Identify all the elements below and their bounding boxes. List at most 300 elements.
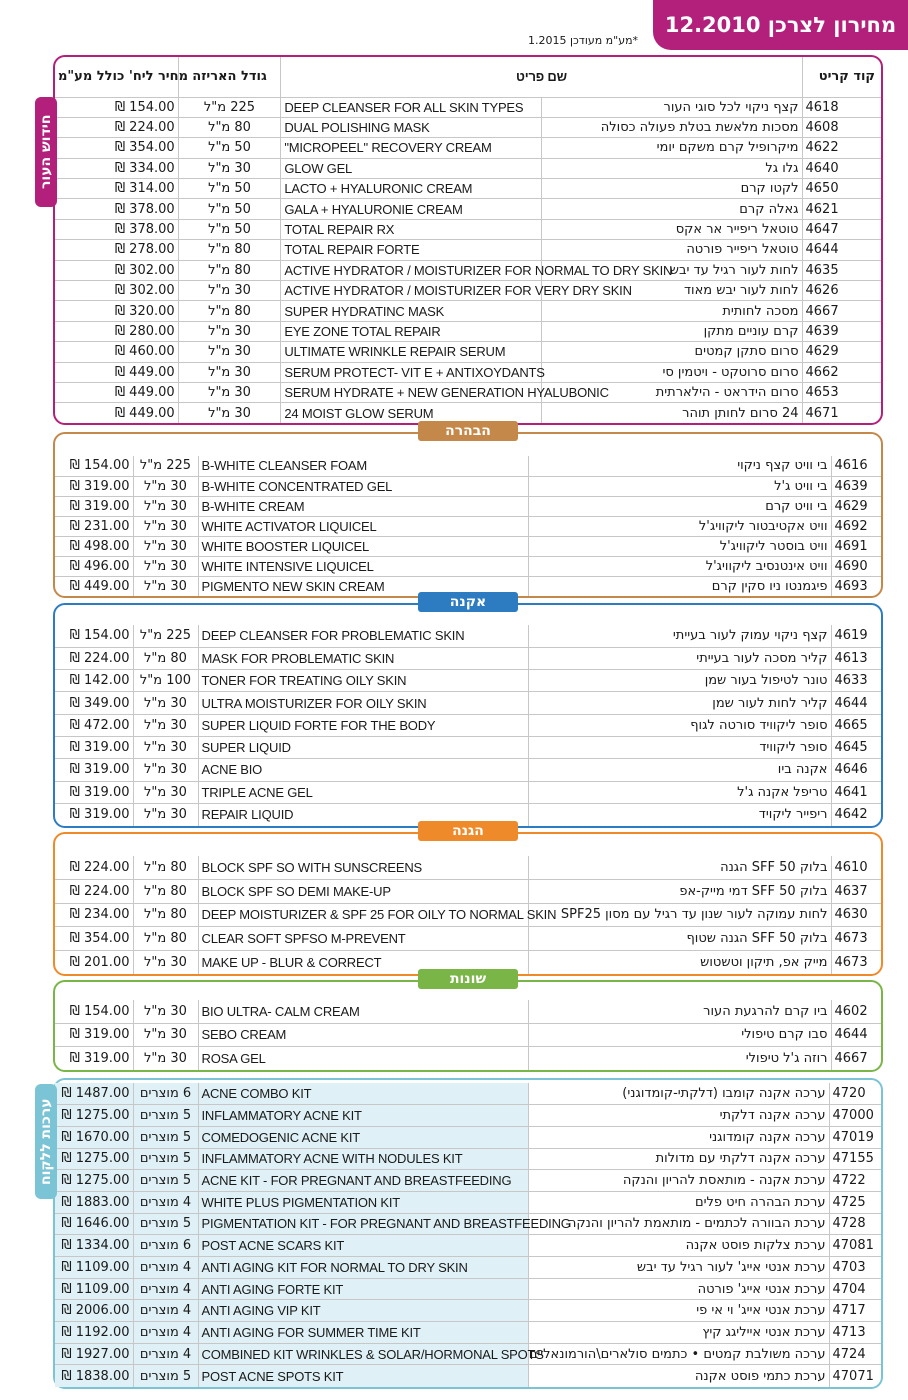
table-row	[55, 476, 881, 496]
cell-code: 4728	[829, 1213, 881, 1235]
cell-code: 4635	[802, 260, 881, 280]
cell-code: 47000	[829, 1105, 881, 1127]
cell-hebrew-name: סבו קרם טיפולי	[528, 1023, 831, 1046]
cell-hebrew-name: לחות לעור רגיל עד יבש	[541, 260, 802, 280]
table-row	[55, 1213, 881, 1235]
cell-price: ₪ 154.00	[55, 97, 178, 117]
cell-size: 30 מ"ל	[178, 281, 281, 301]
cell-english-name: POST ACNE SPOTS KIT	[198, 1365, 528, 1387]
table-row	[55, 362, 881, 382]
col-header-size: גודל האריזה	[178, 57, 281, 97]
cell-code: 4667	[802, 301, 881, 321]
cell-english-name: COMEDOGENIC ACNE KIT	[198, 1126, 528, 1148]
table-row	[55, 903, 881, 927]
cell-size: 30 מ"ל	[133, 576, 198, 596]
cell-code: 4626	[802, 281, 881, 301]
cell-code: 4720	[829, 1083, 881, 1105]
price-list-title: מחירון לצרכן 12.2010	[653, 0, 908, 50]
cell-hebrew-name: לחות עמוקה לעור שנון עד רגיל עם מסון SPF25	[528, 903, 831, 927]
cell-english-name: DEEP MOISTURIZER & SPF 25 FOR OILY TO NORMAL SKIN	[198, 903, 528, 927]
cell-price: ₪ 1275.00	[55, 1170, 133, 1192]
cell-hebrew-name: סופר ליקוויד סורטה לגוף	[528, 714, 831, 736]
cell-price: ₪ 449.00	[114, 405, 175, 421]
cell-english-name: ULTRA MOISTURIZER FOR OILY SKIN	[198, 692, 528, 714]
table-row	[55, 1300, 881, 1322]
cell-code: 4629	[831, 496, 881, 516]
cell-size: 4 מוצרים	[133, 1278, 198, 1300]
table-body	[55, 97, 881, 423]
cell-price: ₪ 449.00	[55, 382, 178, 402]
cell-code: 4650	[802, 179, 881, 199]
table-row	[55, 736, 881, 758]
cell-hebrew-name: בי וויט ג'ל	[528, 476, 831, 496]
cell-price: ₪ 280.00	[55, 321, 178, 341]
cell-price: ₪ 460.00	[55, 342, 178, 362]
section-acne	[53, 594, 883, 828]
cell-code: 4692	[831, 516, 881, 536]
table-row	[55, 117, 881, 137]
cell-price: ₪ 378.00	[55, 219, 178, 239]
cell-english-name: B-WHITE CLEANSER FOAM	[198, 456, 528, 476]
table-row	[55, 1148, 881, 1170]
cell-size: 4 מוצרים	[133, 1257, 198, 1279]
cell-price: ₪ 1109.00	[55, 1278, 133, 1300]
cell-english-name: LACTO + HYALURONIC CREAM	[281, 179, 542, 199]
cell-hebrew-name: בלוק SFF 50 הגנה שטוף	[528, 927, 831, 951]
cell-price: ₪ 278.00	[55, 240, 178, 260]
table-row	[55, 342, 881, 362]
cell-hebrew-name: טוטאל ריפייר פורטה	[541, 240, 802, 260]
cell-price: ₪ 319.00	[55, 496, 133, 516]
price-table	[55, 1083, 881, 1387]
cell-english-name: COMBINED KIT WRINKLES & SOLAR/HORMONAL SPOTS	[198, 1343, 528, 1365]
table-row	[55, 158, 881, 178]
cell-price: ₪ 319.00	[69, 1050, 130, 1066]
table-row	[55, 260, 881, 280]
cell-size: 5 מוצרים	[133, 1213, 198, 1235]
cell-code: 4641	[831, 781, 881, 803]
cell-price: ₪ 224.00	[55, 880, 133, 904]
table-row	[55, 647, 881, 669]
cell-size: 5 מוצרים	[133, 1148, 198, 1170]
cell-price: ₪ 354.00	[55, 927, 133, 951]
cell-english-name: BIO ULTRA- CALM CREAM	[198, 1000, 528, 1023]
cell-size: 5 מוצרים	[133, 1365, 198, 1387]
cell-hebrew-name: פיגמנטו ניו סקין קרם	[528, 576, 831, 596]
cell-hebrew-name: ערכת הבוורה לכתמים - מותאמת להריון והנקה	[528, 1213, 829, 1235]
cell-english-name: SUPER LIQUID FORTE FOR THE BODY	[198, 714, 528, 736]
table-row	[55, 1365, 881, 1387]
cell-code: 4662	[802, 362, 881, 382]
cell-code: 4647	[802, 219, 881, 239]
cell-size: 30 מ"ל	[133, 1023, 198, 1046]
cell-english-name: WHITE ACTIVATOR LIQUICEL	[198, 516, 528, 536]
table-row	[55, 97, 881, 117]
table-row	[55, 1170, 881, 1192]
cell-hebrew-name: ערכת אנטי אייג' לעור רגיל עד יבש	[528, 1257, 829, 1279]
table-row	[55, 301, 881, 321]
table-row	[55, 1105, 881, 1127]
table-row	[55, 536, 881, 556]
cell-english-name: TOTAL REPAIR RX	[281, 219, 542, 239]
cell-price: ₪ 1487.00	[55, 1083, 133, 1105]
cell-english-name: ULTIMATE WRINKLE REPAIR SERUM	[281, 342, 542, 362]
cell-size: 30 מ"ל	[178, 403, 281, 423]
table-row	[55, 781, 881, 803]
table-row	[55, 1023, 881, 1046]
section-whitening	[53, 423, 883, 598]
cell-english-name: WHITE PLUS PIGMENTATION KIT	[198, 1191, 528, 1213]
cell-code: 4673	[831, 950, 881, 974]
cell-hebrew-name: אקנה ביו	[528, 759, 831, 781]
cell-code: 4725	[829, 1191, 881, 1213]
cell-code: 4691	[831, 536, 881, 556]
cell-english-name: MAKE UP - BLUR & CORRECT	[201, 954, 382, 970]
col-header-price: מחיר ליח' כולל מע"מ	[55, 57, 178, 97]
price-table	[55, 456, 881, 596]
table-row	[55, 1343, 881, 1365]
table-row	[55, 496, 881, 516]
cell-hebrew-name: טונר לטיפול בעור שמן	[528, 670, 831, 692]
cell-size: 30 מ"ל	[133, 950, 198, 974]
cell-size: 50 מ"ל	[178, 219, 281, 239]
cell-hebrew-name: מיקרופיל קרם משקם יומי	[541, 138, 802, 158]
table-row	[55, 281, 881, 301]
cell-code: 4646	[831, 759, 881, 781]
cell-hebrew-name: סופר ליקוויד	[528, 736, 831, 758]
cell-hebrew-name: ערכה אקנה דלקתי עם מדולות	[528, 1148, 829, 1170]
cell-english-name: WHITE BOOSTER LIQUICEL	[198, 536, 528, 556]
cell-price: ₪ 231.00	[55, 516, 133, 536]
cell-size: 4 מוצרים	[133, 1300, 198, 1322]
cell-english-name: PIGMENTO NEW SKIN CREAM	[201, 578, 385, 594]
vat-update-note: *מע"מ מעודכן 1.2015	[528, 34, 639, 47]
table-row	[55, 321, 881, 341]
cell-hebrew-name: וויט בוסטר ליקוויג'ל	[528, 536, 831, 556]
cell-size: 30 מ"ל	[178, 342, 281, 362]
cell-code: 47155	[829, 1148, 881, 1170]
col-header-name: שם פריט	[281, 57, 802, 97]
cell-code: 4608	[802, 117, 881, 137]
cell-price: ₪ 320.00	[55, 301, 178, 321]
cell-hebrew-name: קרם עוניים מתקן	[541, 321, 802, 341]
cell-price: ₪ 1275.00	[55, 1148, 133, 1170]
section-label: אקנה	[418, 592, 518, 612]
cell-size: 30 מ"ל	[133, 536, 198, 556]
cell-size: 50 מ"ל	[178, 179, 281, 199]
cell-english-name: ANTI AGING FORTE KIT	[198, 1278, 528, 1300]
cell-english-name: CLEAR SOFT SPFSO M-PREVENT	[198, 927, 528, 951]
cell-size: 30 מ"ל	[133, 496, 198, 516]
cell-hebrew-name: ערכת אנטי אייליגג קיץ	[528, 1322, 829, 1344]
cell-size: 30 מ"ל	[133, 1047, 198, 1070]
cell-hebrew-name: מסכה לחותית	[541, 301, 802, 321]
cell-code: 4717	[829, 1300, 881, 1322]
cell-code: 4644	[831, 692, 881, 714]
cell-hebrew-name: בי וויט קרם	[528, 496, 831, 516]
cell-code: 4618	[802, 97, 881, 117]
cell-code: 4629	[802, 342, 881, 362]
cell-hebrew-name: קליר לחות לעור שמן	[528, 692, 831, 714]
cell-size: 30 מ"ל	[133, 714, 198, 736]
cell-price: ₪ 1334.00	[55, 1235, 133, 1257]
cell-hebrew-name: סרום סתקן קמטים	[541, 342, 802, 362]
cell-hebrew-name: ערכת אנטי אייג' וי אי פי	[528, 1300, 829, 1322]
cell-code: 4667	[831, 1047, 881, 1070]
cell-price: ₪ 472.00	[55, 714, 133, 736]
section-miscellaneous	[53, 971, 883, 1072]
cell-price: ₪ 1646.00	[55, 1213, 133, 1235]
cell-price: ₪ 224.00	[55, 856, 133, 880]
cell-price: ₪ 1927.00	[55, 1343, 133, 1365]
cell-price: ₪ 319.00	[69, 807, 130, 823]
cell-code: 4640	[802, 158, 881, 178]
table-body	[55, 856, 881, 974]
cell-code: 4713	[829, 1322, 881, 1344]
section-label: שונות	[418, 969, 518, 989]
table-row	[55, 456, 881, 476]
cell-english-name: SERUM HYDRATE + NEW GENERATION HYALUBONIC	[281, 382, 542, 402]
table-row	[55, 856, 881, 880]
table-row	[55, 759, 881, 781]
cell-size: 80 מ"ל	[133, 647, 198, 669]
cell-english-name: GLOW GEL	[281, 158, 542, 178]
cell-size: 30 מ"ל	[178, 321, 281, 341]
cell-code: 4610	[831, 856, 881, 880]
cell-size: 80 מ"ל	[178, 260, 281, 280]
cell-code: 4639	[831, 476, 881, 496]
price-table	[55, 57, 881, 423]
table-row	[55, 199, 881, 219]
cell-code: 4653	[802, 382, 881, 402]
cell-english-name: B-WHITE CREAM	[198, 496, 528, 516]
cell-code: 4602	[831, 1000, 881, 1023]
cell-english-name: SUPER LIQUID	[198, 736, 528, 758]
price-table	[55, 856, 881, 974]
price-table	[55, 1000, 881, 1070]
cell-english-name: TRIPLE ACNE GEL	[198, 781, 528, 803]
table-row	[55, 1047, 881, 1070]
cell-price: ₪ 1838.00	[55, 1365, 133, 1387]
cell-english-name: ACNE KIT - FOR PREGNANT AND BREASTFEEDING	[198, 1170, 528, 1192]
cell-size: 30 מ"ל	[133, 476, 198, 496]
table-row	[55, 556, 881, 576]
cell-english-name: ROSA GEL	[201, 1050, 266, 1066]
cell-code: 4644	[831, 1023, 881, 1046]
cell-english-name: BLOCK SPF SO WITH SUNSCREENS	[198, 856, 528, 880]
cell-price: ₪ 319.00	[55, 781, 133, 803]
cell-size: 80 מ"ל	[133, 903, 198, 927]
cell-hebrew-name: סרום סרוטקט - ויטמין סי	[541, 362, 802, 382]
price-table	[55, 625, 881, 826]
cell-size: 30 מ"ל	[133, 781, 198, 803]
cell-code: 4639	[802, 321, 881, 341]
col-header-code: קוד קריט	[802, 57, 881, 97]
cell-size: 30 מ"ל	[133, 692, 198, 714]
cell-size: 30 מ"ל	[133, 556, 198, 576]
cell-size: 50 מ"ל	[178, 199, 281, 219]
cell-price: ₪ 334.00	[55, 158, 178, 178]
cell-size: 30 מ"ל	[178, 158, 281, 178]
section-label: ערכות ללקוח	[35, 1084, 57, 1199]
cell-code: 4642	[831, 803, 881, 825]
cell-hebrew-name: ביו קרם להרגעת העור	[528, 1000, 831, 1023]
cell-price: ₪ 224.00	[55, 647, 133, 669]
cell-hebrew-name: לקטו קרם	[541, 179, 802, 199]
cell-code: 47081	[829, 1235, 881, 1257]
cell-price: ₪ 142.00	[55, 670, 133, 692]
cell-price: ₪ 449.00	[69, 578, 130, 594]
cell-size: 30 מ"ל	[133, 516, 198, 536]
cell-price: ₪ 319.00	[55, 736, 133, 758]
cell-price: ₪ 1883.00	[55, 1191, 133, 1213]
cell-code: 4724	[829, 1343, 881, 1365]
cell-hebrew-name: בי וויט קצף ניקוי	[528, 456, 831, 476]
cell-size: 4 מוצרים	[133, 1191, 198, 1213]
cell-price: ₪ 1109.00	[55, 1257, 133, 1279]
cell-price: ₪ 354.00	[55, 138, 178, 158]
table-row	[55, 1257, 881, 1279]
cell-english-name: 24 MOIST GLOW SERUM	[284, 405, 434, 421]
cell-english-name: B-WHITE CONCENTRATED GEL	[198, 476, 528, 496]
cell-code: 4693	[831, 576, 881, 596]
cell-english-name: WHITE INTENSIVE LIQUICEL	[198, 556, 528, 576]
cell-english-name: SEBO CREAM	[198, 1023, 528, 1046]
cell-price: ₪ 319.00	[55, 759, 133, 781]
section-skin-renewal	[38, 55, 883, 425]
cell-english-name: REPAIR LIQUID	[201, 807, 294, 823]
cell-size: 80 מ"ל	[133, 856, 198, 880]
cell-price: ₪ 496.00	[55, 556, 133, 576]
cell-price: ₪ 154.00	[55, 1000, 133, 1023]
cell-price: ₪ 234.00	[55, 903, 133, 927]
cell-code: 4665	[831, 714, 881, 736]
cell-english-name: ANTI AGING VIP KIT	[198, 1300, 528, 1322]
cell-hebrew-name: קליר מסכה לעור בעייתי	[528, 647, 831, 669]
cell-code: 4616	[831, 456, 881, 476]
cell-price: ₪ 349.00	[55, 692, 133, 714]
cell-code: 4704	[829, 1278, 881, 1300]
cell-english-name: SERUM PROTECT- VIT E + ANTIXOYDANTS	[281, 362, 542, 382]
cell-code: 4633	[831, 670, 881, 692]
cell-hebrew-name: טריפל אקנה ג'ל	[528, 781, 831, 803]
table-row	[55, 625, 881, 647]
table-row	[55, 1083, 881, 1105]
cell-size: 4 מוצרים	[133, 1322, 198, 1344]
cell-size: 5 מוצרים	[133, 1170, 198, 1192]
section-sun-protection	[53, 823, 883, 976]
cell-english-name: POST ACNE SCARS KIT	[198, 1235, 528, 1257]
cell-code: 4703	[829, 1257, 881, 1279]
cell-hebrew-name: בלוק SFF 50 הגנה	[528, 856, 831, 880]
cell-price: ₪ 154.00	[55, 625, 133, 647]
cell-english-name: ANTI AGING KIT FOR NORMAL TO DRY SKIN	[198, 1257, 528, 1279]
cell-hebrew-name: וויט אקטיבטור ליקוויג'ל	[528, 516, 831, 536]
cell-code: 4644	[802, 240, 881, 260]
cell-code: 4637	[831, 880, 881, 904]
table-body	[55, 1000, 881, 1070]
cell-hebrew-name: גלו גל	[541, 158, 802, 178]
cell-english-name: ACTIVE HYDRATOR / MOISTURIZER FOR NORMAL TO DRY SKIN	[281, 260, 542, 280]
cell-hebrew-name: 24 סרום לחותן תוהר	[541, 403, 802, 423]
cell-price: ₪ 378.00	[55, 199, 178, 219]
table-row	[55, 1191, 881, 1213]
cell-english-name: GALA + HYALURONIE CREAM	[281, 199, 542, 219]
table-row	[55, 670, 881, 692]
cell-price: ₪ 224.00	[55, 117, 178, 137]
table-row	[55, 880, 881, 904]
cell-code: 47071	[829, 1365, 881, 1387]
cell-size: 30 מ"ל	[133, 759, 198, 781]
cell-size: 50 מ"ל	[178, 138, 281, 158]
cell-code: 47019	[829, 1126, 881, 1148]
cell-english-name: ANTI AGING FOR SUMMER TIME KIT	[198, 1322, 528, 1344]
cell-hebrew-name: גאלה קרם	[541, 199, 802, 219]
cell-size: 30 מ"ל	[133, 736, 198, 758]
cell-hebrew-name: ערכת אנטי אייג' פורטה	[528, 1278, 829, 1300]
cell-hebrew-name: ערכה אקנה קומדוגני	[528, 1126, 829, 1148]
table-row	[55, 179, 881, 199]
section-label: הבהרה	[418, 421, 518, 441]
cell-hebrew-name: ערכת אקנה - מותאסת להריון והנקה	[528, 1170, 829, 1192]
cell-size: 80 מ"ל	[133, 880, 198, 904]
cell-english-name: EYE ZONE TOTAL REPAIR	[281, 321, 542, 341]
table-body	[55, 456, 881, 596]
cell-price: ₪ 319.00	[55, 1023, 133, 1046]
section-label: חידוש העור	[35, 97, 57, 207]
cell-code: 4690	[831, 556, 881, 576]
cell-code: 4619	[831, 625, 881, 647]
cell-price: ₪ 498.00	[55, 536, 133, 556]
cell-size: 5 מוצרים	[133, 1105, 198, 1127]
cell-english-name: BLOCK SPF SO DEMI MAKE-UP	[198, 880, 528, 904]
cell-price: ₪ 302.00	[55, 281, 178, 301]
cell-hebrew-name: ערכה אקנה דלקתי	[528, 1105, 829, 1127]
cell-code: 4630	[831, 903, 881, 927]
cell-code: 4645	[831, 736, 881, 758]
cell-price: ₪ 1192.00	[55, 1322, 133, 1344]
table-body	[55, 625, 881, 826]
cell-size: 225 מ"ל	[133, 456, 198, 476]
cell-english-name: DEEP CLEANSER FOR ALL SKIN TYPES	[281, 97, 542, 117]
cell-hebrew-name: ערכה אקנה קומבו (דלקתי-קומדוגני)	[528, 1083, 829, 1105]
cell-hebrew-name: טוטאל ריפייר אר אקס	[541, 219, 802, 239]
section-customer-kits	[38, 1078, 883, 1389]
cell-size: 80 מ"ל	[178, 117, 281, 137]
cell-english-name: ACNE COMBO KIT	[198, 1083, 528, 1105]
cell-code: 4673	[831, 927, 881, 951]
cell-price: ₪ 449.00	[55, 362, 178, 382]
cell-size: 100 מ"ל	[133, 670, 198, 692]
cell-english-name: ACTIVE HYDRATOR / MOISTURIZER FOR VERY DRY SKIN	[281, 281, 542, 301]
cell-code: 4613	[831, 647, 881, 669]
table-row	[55, 516, 881, 536]
cell-english-name: PIGMENTATION KIT - FOR PREGNANT AND BREASTFEEDING	[198, 1213, 528, 1235]
cell-code: 4722	[829, 1170, 881, 1192]
cell-hebrew-name: קצף ניקוי עמוק לעור בעייתי	[528, 625, 831, 647]
cell-hebrew-name: רוזה ג'ל טיפולי	[528, 1047, 831, 1070]
cell-size: 30 מ"ל	[178, 382, 281, 402]
table-row	[55, 714, 881, 736]
section-label: הגנה	[418, 821, 518, 841]
cell-english-name: DUAL POLISHING MASK	[281, 117, 542, 137]
cell-size: 4 מוצרים	[133, 1343, 198, 1365]
table-row	[55, 1235, 881, 1257]
cell-english-name: INFLAMMATORY ACNE KIT	[198, 1105, 528, 1127]
cell-price: ₪ 319.00	[55, 476, 133, 496]
cell-size: 6 מוצרים	[133, 1083, 198, 1105]
cell-hebrew-name: מייק אפ, תיקון וטשטוש	[528, 950, 831, 974]
